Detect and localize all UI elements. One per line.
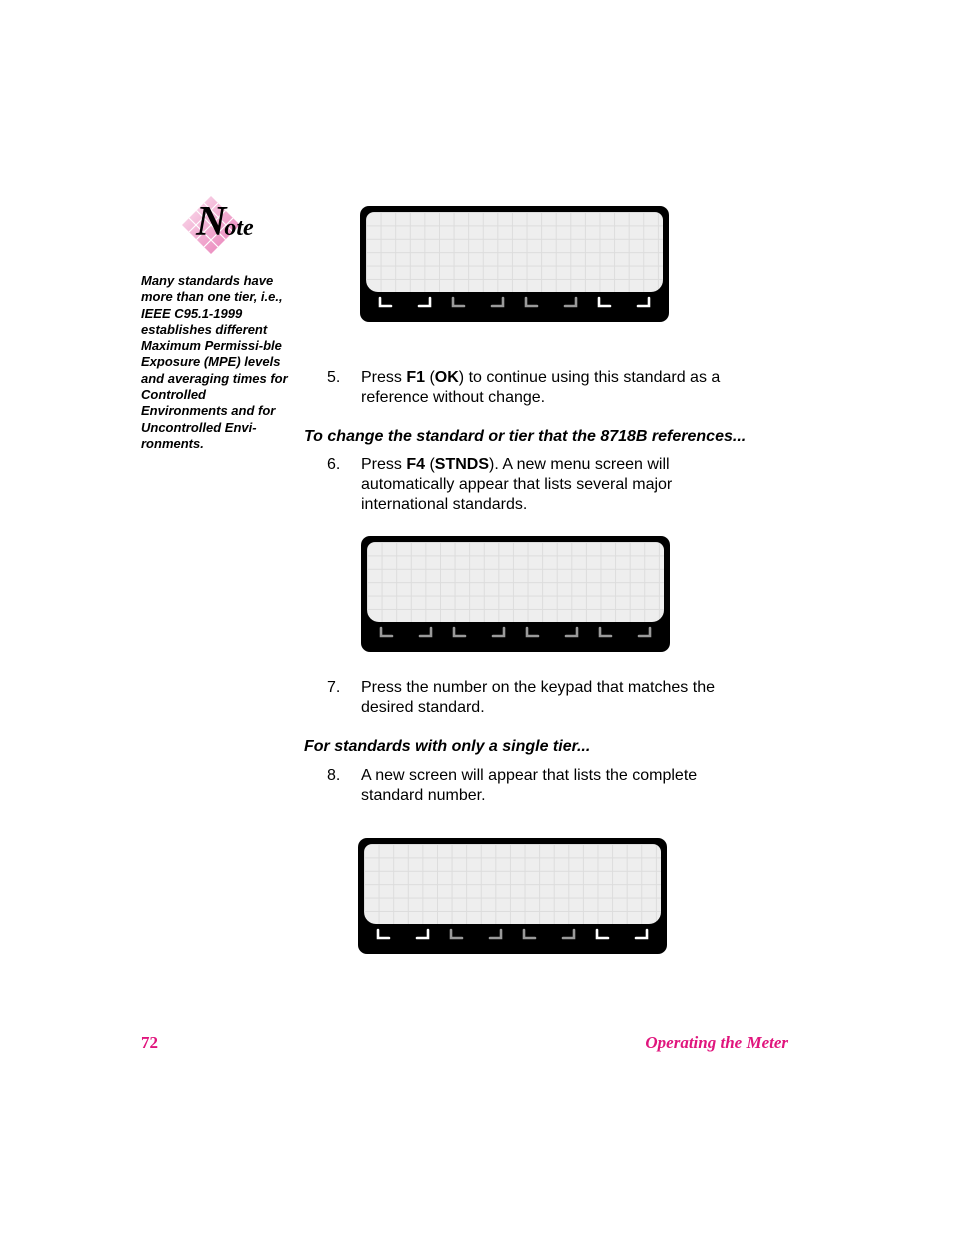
step-text: Press the number on the keypad that matches the desired standard.: [361, 679, 715, 716]
key-label-ok: OK: [434, 369, 459, 386]
note-heading-rest: ote: [224, 215, 254, 241]
key-label-stnds: STNDS: [434, 456, 490, 473]
step-text: [361, 455, 733, 515]
step-number: 5.: [327, 369, 341, 386]
step-number: 7.: [327, 679, 341, 696]
lcd-display: [361, 536, 670, 652]
softkey-bracket-icon: [361, 624, 670, 646]
step-text-part: Press: [361, 456, 407, 473]
lcd-display: [358, 838, 667, 954]
page-number: 72: [141, 1033, 158, 1052]
step-text-part: (: [425, 456, 435, 473]
step-text-part: ) to continue using this standard as a reference without change.: [361, 369, 721, 406]
step-text: A new screen will appear that lists the complete standard number.: [361, 767, 698, 804]
softkey-bracket-icon: [360, 294, 669, 316]
step-number: 8.: [327, 767, 341, 784]
lcd-screen: [367, 542, 664, 622]
key-label-f1: F1: [406, 369, 426, 386]
note-text: Many standards have more than one tier, i.e., IEEE C95.1-1999 establishes different Maximum Permissi-ble Exposure (MPE) levels and averaging times for Controlled Environments and for Uncontrolled Envi-ronments.: [141, 273, 288, 451]
note-heading-cap: N: [196, 199, 225, 245]
key-label-f4: F4: [406, 456, 426, 473]
section-heading-single-tier: For standards with only a single tier...: [304, 738, 591, 755]
softkey-bracket-icon: [358, 926, 667, 948]
section-heading-change: To change the standard or tier that the 8718B references...: [304, 428, 747, 445]
lcd-screen: [366, 212, 663, 292]
lcd-display: [360, 206, 669, 322]
step-number: 6.: [327, 456, 341, 473]
step-text-part: (: [425, 369, 435, 386]
step-text-part: ). A new menu screen will automatically appear that lists several major international standards.: [361, 456, 673, 513]
lcd-screen: [364, 844, 661, 924]
note-badge: [178, 192, 278, 260]
note-heading: [196, 198, 254, 246]
running-footer-title: Operating the Meter: [645, 1033, 788, 1052]
step-text: [361, 368, 781, 408]
step-text-part: Press: [361, 369, 407, 386]
